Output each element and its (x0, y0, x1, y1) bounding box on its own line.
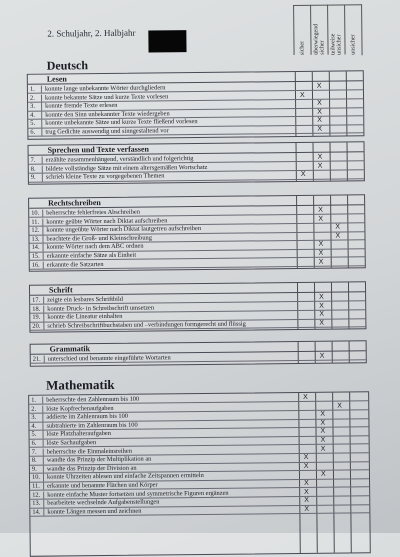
rating-mark: X (317, 162, 323, 170)
row-text: konnte fremde Texte erlesen (45, 102, 118, 110)
subject-title-deutsch: Deutsch (46, 58, 89, 73)
rating-mark: X (319, 310, 325, 318)
row-text: konnte bekannte Sätze und kurze Texte vorlesen (44, 92, 169, 102)
column-header-3 (344, 4, 361, 54)
row-text: löste Sachaufgaben (46, 439, 97, 447)
row-number: 6. (30, 440, 44, 448)
rating-mark: X (316, 82, 322, 90)
rating-mark: X (320, 410, 326, 418)
section-table-0 (27, 70, 365, 139)
rating-mark: X (320, 419, 326, 427)
row-number: 13. (29, 235, 43, 243)
column-header-1 (310, 5, 327, 55)
row-text: trug Gedichte auswendig und sinngestaltend vor (45, 127, 169, 136)
column-header-label: überwiegend sicher (312, 23, 326, 55)
row-number: 20. (30, 322, 44, 330)
row-text: beherrschte den Zahlenraum bis 100 (46, 395, 140, 404)
row-number: 21. (31, 356, 45, 364)
row-text: bearbeitete wechselnde Aufgabenstellungen (47, 498, 160, 507)
row-number: 5. (30, 431, 44, 439)
section-heading: Rechtschreiben (29, 195, 364, 209)
rating-mark: X (320, 436, 326, 444)
row-number: 3. (28, 103, 42, 111)
row-text: konnte einfache Muster fortsetzen und symmetrische Figuren ergänzen (47, 489, 229, 499)
row-number: 14. (30, 244, 44, 252)
section-heading: Lesen (28, 71, 363, 85)
subject-title-mathematik: Mathematik (45, 376, 115, 393)
rating-mark: X (304, 479, 309, 487)
rating-mark: X (300, 171, 306, 179)
row-number: 16. (30, 261, 44, 269)
row-number: 2. (29, 405, 43, 413)
row-number: 6. (28, 129, 42, 137)
row-number: 19. (30, 314, 44, 322)
row-text: konnte geübte Wörter nach Diktat aufschreiben (46, 216, 168, 226)
column-header-label: unsicher (349, 34, 357, 55)
row-number: 11. (30, 483, 44, 491)
row-text: erzählte zusammenhängend, verständlich und folgerichtig (45, 155, 194, 164)
rating-mark: X (335, 223, 341, 231)
row-text: unterschied und benannte eingeführte Wortarten (47, 354, 171, 363)
row-text: zeigte ein lesbares Schriftbild (47, 295, 123, 304)
math-table (28, 391, 371, 557)
rating-mark: X (299, 91, 305, 99)
row-number: 8. (29, 165, 43, 173)
row-text: konnte den Sinn unbekannter Texte wiedergeben (45, 110, 170, 119)
rating-mark: X (304, 488, 309, 496)
rating-mark: X (319, 293, 324, 301)
row-number: 5. (28, 120, 42, 128)
rating-mark: X (303, 462, 309, 470)
school-year-header: 2. Schuljahr, 2. Halbjahr (47, 27, 136, 39)
column-header-2 (327, 5, 344, 55)
rating-mark: X (337, 402, 342, 410)
row-text: addierte im Zahlenraum bis 100 (46, 412, 129, 421)
rating-mark: X (317, 117, 322, 125)
row-text: schrieb Schreibschriftbuchstaben und –verbindungen formgerecht und flüssig (47, 320, 246, 330)
rating-mark: X (317, 99, 322, 107)
redacted-name-block (148, 30, 186, 52)
row-number: 9. (29, 174, 43, 182)
row-number: 8. (30, 457, 44, 465)
row-number: 15. (30, 253, 44, 261)
rating-mark: X (320, 428, 326, 436)
rating-mark: X (320, 445, 326, 453)
row-text: konnte Längen messen und zeichnen (47, 507, 142, 516)
row-text: erkannte und benannte Flächen und Körper (47, 481, 158, 490)
row-text: beherrschte fehlerfreies Abschreiben (46, 208, 140, 217)
column-header-label: sicher (298, 40, 306, 55)
row-number: 17. (30, 297, 44, 305)
column-header-0 (293, 5, 310, 55)
section-heading: Sprechen und Texte verfassen (29, 142, 364, 156)
row-text: konnte die Lineatur einhalten (47, 313, 123, 321)
rating-mark: X (335, 232, 341, 240)
section-table-2 (28, 194, 366, 272)
rating-mark: X (319, 302, 324, 310)
rating-mark: X (317, 108, 322, 116)
rating-mark: X (318, 249, 324, 257)
row-number: 1. (29, 397, 43, 405)
row-text: konnte lange unbekannte Wörter durchgliedern (44, 84, 166, 93)
section-heading: Grammatik (31, 341, 366, 355)
row-text: wandte das Prinzip der Division an (46, 464, 137, 473)
row-text: konnte unbekannte Sätze und kurze Texte fließend vorlesen (45, 118, 198, 128)
rating-mark: X (317, 125, 323, 133)
rating-mark: X (303, 393, 308, 401)
row-number: 4. (29, 422, 43, 430)
row-text: erkannte einfache Sätze als Einheit (46, 251, 137, 260)
rating-mark: X (319, 319, 325, 327)
row-text: konnte Uhrzeiten ablesen und einfache Zeitspannen ermitteln (46, 472, 204, 482)
row-number: 10. (29, 210, 43, 218)
column-header-label: teilweise unsicher (329, 33, 343, 55)
row-number: 7. (29, 157, 43, 165)
row-text: konnte Wörter nach dem ABC ordnen (46, 242, 144, 252)
rating-mark: X (319, 352, 325, 360)
rating-mark: X (303, 454, 309, 462)
row-number: 18. (30, 305, 44, 313)
row-number: 9. (30, 465, 44, 473)
section-table-3 (29, 281, 366, 333)
row-text: erkannte die Satzarten (46, 260, 104, 269)
row-number: 13. (30, 500, 44, 508)
section-heading: Schrift (30, 282, 365, 296)
row-text: löste Kopfrechenaufgaben (46, 404, 114, 413)
row-number: 11. (29, 218, 43, 226)
row-number: 1. (28, 86, 42, 94)
row-number: 14. (30, 508, 44, 516)
row-number: 12. (30, 491, 44, 499)
row-text: konnte Druck- in Schreibschrift umsetzen (47, 304, 155, 313)
row-text: löste Platzhalteraufgaben (46, 430, 111, 439)
row-number: 12. (29, 227, 43, 235)
row-text: konnte ungeübte Wörter nach Diktat lautgetreu aufschreiben (46, 225, 202, 234)
rating-mark: X (320, 471, 326, 479)
rating-mark: X (318, 258, 324, 266)
row-text: schrieb kleine Texte zu vorgegebenen Themen (45, 172, 165, 181)
rating-mark: X (317, 153, 323, 161)
row-text: wandte das Prinzip der Multiplikation an (46, 455, 152, 464)
row-number: 7. (30, 448, 44, 456)
rating-mark: X (318, 206, 323, 214)
row-text: beherrschte die Einmaleinsreihen (46, 447, 132, 456)
section-table-4 (30, 340, 367, 366)
row-text: beachtete die Groß- und Kleinschreibung (46, 234, 152, 243)
section-table-1 (28, 141, 365, 184)
rating-mark: X (318, 215, 324, 223)
row-number: 10. (30, 474, 44, 482)
row-number: 4. (28, 111, 42, 119)
rating-mark: X (318, 241, 324, 249)
row-number: 2. (28, 94, 42, 102)
rating-mark: X (304, 497, 309, 505)
row-text: subtrahierte im Zahlenraum bis 100 (46, 421, 138, 430)
row-text: bildete vollständige Sätze mit einem altersgemäßen Wortschatz (45, 163, 208, 173)
rating-mark: X (304, 505, 310, 513)
row-number: 3. (29, 414, 43, 422)
